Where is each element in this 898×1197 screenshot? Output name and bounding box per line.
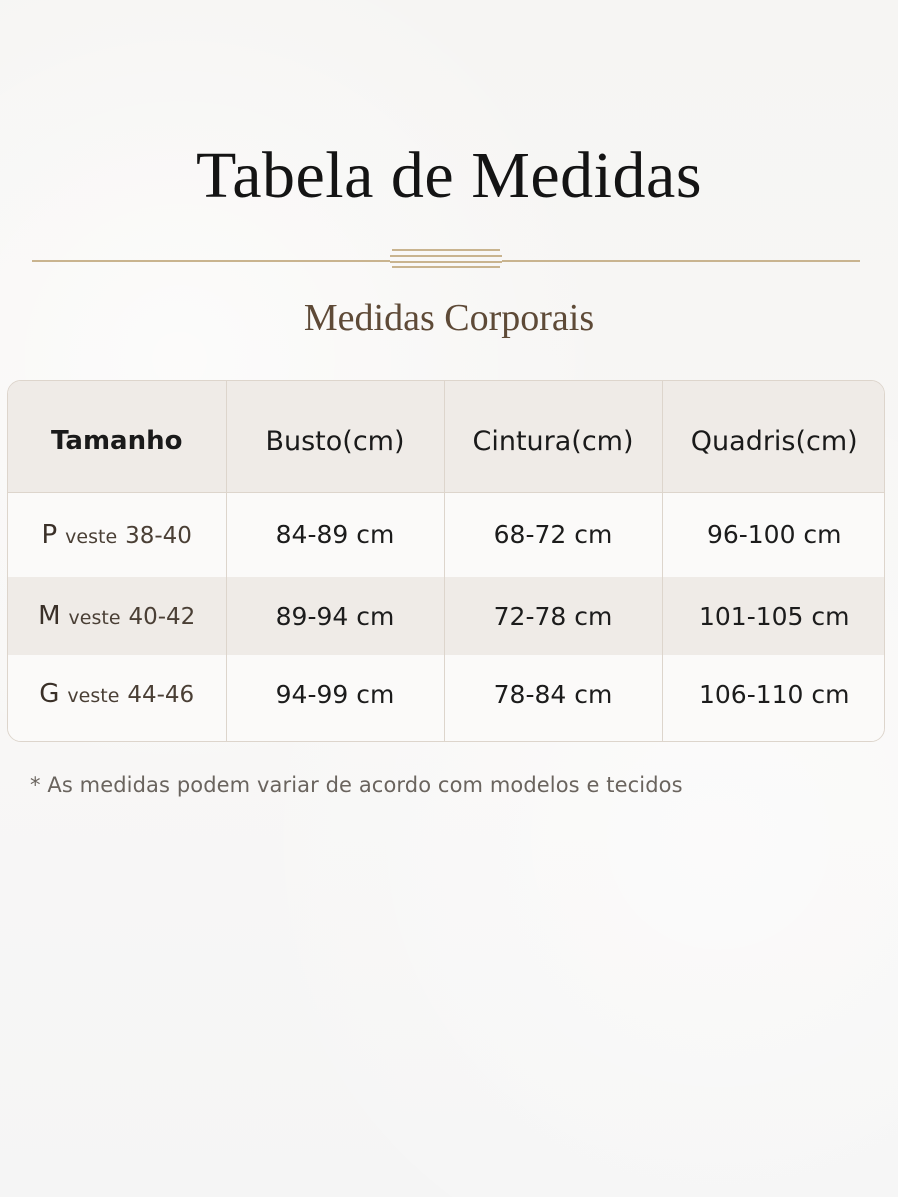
size-veste-range: 40-42	[128, 604, 196, 630]
table-row	[8, 655, 885, 742]
table-header-row	[8, 381, 885, 492]
divider-line-right	[502, 260, 860, 262]
decorative-divider	[32, 245, 860, 269]
size-cell	[8, 655, 226, 742]
size-veste-label: veste	[67, 685, 120, 707]
waist-cell: 72-78 cm	[444, 577, 662, 655]
size-veste-label: veste	[65, 525, 118, 548]
header-size: Tamanho	[8, 381, 226, 492]
size-veste-range: 44-46	[127, 682, 195, 708]
size-chart-table	[7, 380, 885, 742]
hips-cell: 96-100 cm	[706, 520, 842, 550]
measurement-disclaimer: * As medidas podem variar de acordo com modelos e tecidos	[30, 773, 683, 797]
header-bust: Busto(cm)	[226, 381, 444, 492]
bust-cell: 89-94 cm	[226, 577, 444, 655]
section-subtitle: Medidas Corporais	[303, 297, 595, 339]
size-table	[8, 381, 885, 742]
bust-cell: 94-99 cm	[226, 655, 444, 742]
header-waist: Cintura(cm)	[444, 381, 662, 492]
divider-center-line	[392, 266, 500, 268]
page-title: Tabela de Medidas	[195, 139, 702, 212]
divider-line-left	[32, 260, 390, 262]
divider-center-line	[390, 261, 502, 263]
size-letter: G	[39, 679, 60, 709]
header-hips: Quadris(cm)	[662, 381, 885, 492]
table-row	[8, 492, 885, 577]
bust-cell: 84-89 cm	[226, 492, 444, 577]
size-letter: P	[41, 519, 58, 550]
divider-center-line	[392, 249, 500, 251]
waist-cell: 78-84 cm	[444, 655, 662, 742]
hips-cell: 106-110 cm	[698, 679, 850, 709]
waist-cell: 68-72 cm	[444, 492, 662, 577]
size-cell	[8, 492, 226, 577]
size-letter: M	[38, 601, 61, 631]
size-cell	[8, 577, 226, 655]
hips-cell: 101-105 cm	[698, 601, 850, 631]
size-veste-label: veste	[68, 607, 121, 629]
table-row	[8, 577, 885, 655]
size-veste-range: 38-40	[125, 522, 192, 549]
divider-center-line	[390, 255, 502, 257]
